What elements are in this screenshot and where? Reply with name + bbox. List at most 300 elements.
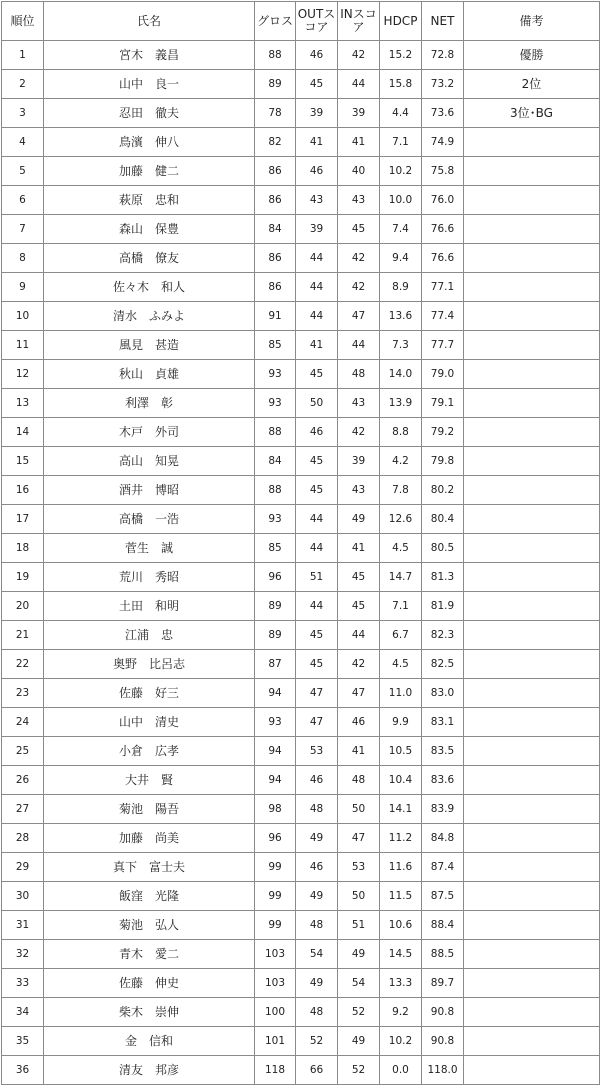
name-cell: 森山 保豊 xyxy=(44,215,255,244)
hdcp-cell: 10.2 xyxy=(380,1027,422,1056)
in-score-cell: 42 xyxy=(338,418,380,447)
name-cell: 飯窪 光隆 xyxy=(44,882,255,911)
in-score-cell: 45 xyxy=(338,215,380,244)
hdcp-cell: 13.9 xyxy=(380,389,422,418)
rank-cell: 6 xyxy=(2,186,44,215)
name-cell: 柴木 崇伸 xyxy=(44,998,255,1027)
out-score-cell: 41 xyxy=(296,331,338,360)
in-score-cell: 49 xyxy=(338,1027,380,1056)
out-score-cell: 46 xyxy=(296,41,338,70)
in-score-cell: 45 xyxy=(338,563,380,592)
header-notes: 備考 xyxy=(464,2,600,41)
gross-cell: 93 xyxy=(255,389,296,418)
net-cell: 77.4 xyxy=(422,302,464,331)
out-score-cell: 44 xyxy=(296,505,338,534)
hdcp-cell: 14.7 xyxy=(380,563,422,592)
rank-cell: 32 xyxy=(2,940,44,969)
notes-cell xyxy=(464,1027,600,1056)
table-row xyxy=(2,1056,600,1085)
hdcp-cell: 11.2 xyxy=(380,824,422,853)
table-row xyxy=(2,157,600,186)
table-row xyxy=(2,389,600,418)
gross-cell: 84 xyxy=(255,447,296,476)
in-score-cell: 48 xyxy=(338,360,380,389)
in-score-cell: 39 xyxy=(338,447,380,476)
notes-cell: 優勝 xyxy=(464,41,600,70)
rank-cell: 13 xyxy=(2,389,44,418)
table-row xyxy=(2,128,600,157)
gross-cell: 99 xyxy=(255,882,296,911)
rank-cell: 28 xyxy=(2,824,44,853)
table-row xyxy=(2,766,600,795)
notes-cell xyxy=(464,940,600,969)
hdcp-cell: 14.0 xyxy=(380,360,422,389)
notes-cell xyxy=(464,128,600,157)
table-row xyxy=(2,418,600,447)
notes-cell xyxy=(464,302,600,331)
rank-cell: 17 xyxy=(2,505,44,534)
name-cell: 萩原 忠和 xyxy=(44,186,255,215)
gross-cell: 103 xyxy=(255,969,296,998)
in-score-cell: 52 xyxy=(338,998,380,1027)
name-cell: 佐々木 和人 xyxy=(44,273,255,302)
rank-cell: 3 xyxy=(2,99,44,128)
table-body xyxy=(2,41,600,1085)
notes-cell xyxy=(464,853,600,882)
table-row xyxy=(2,273,600,302)
net-cell: 83.5 xyxy=(422,737,464,766)
name-cell: 高橋 一浩 xyxy=(44,505,255,534)
table-row xyxy=(2,911,600,940)
notes-cell xyxy=(464,650,600,679)
gross-cell: 93 xyxy=(255,708,296,737)
gross-cell: 94 xyxy=(255,766,296,795)
table-row xyxy=(2,447,600,476)
notes-cell: 3位･BG xyxy=(464,99,600,128)
net-cell: 83.0 xyxy=(422,679,464,708)
notes-cell xyxy=(464,186,600,215)
out-score-cell: 44 xyxy=(296,592,338,621)
in-score-cell: 39 xyxy=(338,99,380,128)
gross-cell: 99 xyxy=(255,911,296,940)
out-score-cell: 41 xyxy=(296,128,338,157)
gross-cell: 86 xyxy=(255,244,296,273)
name-cell: 秋山 貞雄 xyxy=(44,360,255,389)
table-row xyxy=(2,1027,600,1056)
net-cell: 74.9 xyxy=(422,128,464,157)
out-score-cell: 44 xyxy=(296,302,338,331)
hdcp-cell: 10.5 xyxy=(380,737,422,766)
table-row xyxy=(2,215,600,244)
notes-cell xyxy=(464,911,600,940)
gross-cell: 91 xyxy=(255,302,296,331)
out-score-cell: 39 xyxy=(296,99,338,128)
gross-cell: 103 xyxy=(255,940,296,969)
net-cell: 84.8 xyxy=(422,824,464,853)
out-score-cell: 49 xyxy=(296,969,338,998)
in-score-cell: 50 xyxy=(338,795,380,824)
table-row xyxy=(2,505,600,534)
rank-cell: 12 xyxy=(2,360,44,389)
notes-cell xyxy=(464,766,600,795)
out-score-cell: 43 xyxy=(296,186,338,215)
rank-cell: 11 xyxy=(2,331,44,360)
rank-cell: 10 xyxy=(2,302,44,331)
gross-cell: 100 xyxy=(255,998,296,1027)
net-cell: 90.8 xyxy=(422,1027,464,1056)
in-score-cell: 45 xyxy=(338,592,380,621)
out-score-cell: 45 xyxy=(296,650,338,679)
in-score-cell: 53 xyxy=(338,853,380,882)
net-cell: 79.0 xyxy=(422,360,464,389)
name-cell: 菊池 陽吾 xyxy=(44,795,255,824)
hdcp-cell: 4.2 xyxy=(380,447,422,476)
hdcp-cell: 11.5 xyxy=(380,882,422,911)
in-score-cell: 42 xyxy=(338,244,380,273)
name-cell: 真下 富士夫 xyxy=(44,853,255,882)
in-score-cell: 42 xyxy=(338,41,380,70)
gross-cell: 93 xyxy=(255,505,296,534)
rank-cell: 24 xyxy=(2,708,44,737)
table-row xyxy=(2,186,600,215)
hdcp-cell: 13.6 xyxy=(380,302,422,331)
gross-cell: 89 xyxy=(255,621,296,650)
hdcp-cell: 8.8 xyxy=(380,418,422,447)
notes-cell xyxy=(464,708,600,737)
table-row xyxy=(2,476,600,505)
hdcp-cell: 8.9 xyxy=(380,273,422,302)
notes-cell xyxy=(464,592,600,621)
gross-cell: 98 xyxy=(255,795,296,824)
net-cell: 75.8 xyxy=(422,157,464,186)
out-score-cell: 45 xyxy=(296,360,338,389)
notes-cell xyxy=(464,621,600,650)
table-row xyxy=(2,563,600,592)
rank-cell: 21 xyxy=(2,621,44,650)
net-cell: 89.7 xyxy=(422,969,464,998)
name-cell: 利澤 彰 xyxy=(44,389,255,418)
notes-cell xyxy=(464,215,600,244)
in-score-cell: 42 xyxy=(338,650,380,679)
gross-cell: 87 xyxy=(255,650,296,679)
in-score-cell: 54 xyxy=(338,969,380,998)
out-score-cell: 45 xyxy=(296,621,338,650)
gross-cell: 118 xyxy=(255,1056,296,1085)
name-cell: 風見 甚造 xyxy=(44,331,255,360)
gross-cell: 99 xyxy=(255,853,296,882)
rank-cell: 31 xyxy=(2,911,44,940)
net-cell: 77.7 xyxy=(422,331,464,360)
in-score-cell: 43 xyxy=(338,476,380,505)
rank-cell: 7 xyxy=(2,215,44,244)
net-cell: 118.0 xyxy=(422,1056,464,1085)
hdcp-cell: 10.4 xyxy=(380,766,422,795)
name-cell: 菅生 誠 xyxy=(44,534,255,563)
table-row xyxy=(2,41,600,70)
net-cell: 76.0 xyxy=(422,186,464,215)
net-cell: 80.2 xyxy=(422,476,464,505)
hdcp-cell: 4.5 xyxy=(380,534,422,563)
hdcp-cell: 14.1 xyxy=(380,795,422,824)
hdcp-cell: 7.1 xyxy=(380,128,422,157)
table-row xyxy=(2,737,600,766)
out-score-cell: 53 xyxy=(296,737,338,766)
notes-cell xyxy=(464,1056,600,1085)
header-out-score: OUTスコア xyxy=(296,2,338,41)
name-cell: 江浦 忠 xyxy=(44,621,255,650)
table-row xyxy=(2,534,600,563)
table-row xyxy=(2,621,600,650)
gross-cell: 96 xyxy=(255,563,296,592)
in-score-cell: 43 xyxy=(338,389,380,418)
rank-cell: 23 xyxy=(2,679,44,708)
notes-cell xyxy=(464,331,600,360)
table-row xyxy=(2,70,600,99)
in-score-cell: 40 xyxy=(338,157,380,186)
name-cell: 菊池 弘人 xyxy=(44,911,255,940)
notes-cell xyxy=(464,389,600,418)
net-cell: 80.5 xyxy=(422,534,464,563)
net-cell: 87.4 xyxy=(422,853,464,882)
in-score-cell: 44 xyxy=(338,621,380,650)
notes-cell xyxy=(464,795,600,824)
hdcp-cell: 15.2 xyxy=(380,41,422,70)
in-score-cell: 47 xyxy=(338,824,380,853)
notes-cell xyxy=(464,998,600,1027)
out-score-cell: 49 xyxy=(296,824,338,853)
name-cell: 金 信和 xyxy=(44,1027,255,1056)
in-score-cell: 47 xyxy=(338,302,380,331)
out-score-cell: 45 xyxy=(296,70,338,99)
gross-cell: 89 xyxy=(255,70,296,99)
name-cell: 佐藤 伸史 xyxy=(44,969,255,998)
out-score-cell: 66 xyxy=(296,1056,338,1085)
in-score-cell: 41 xyxy=(338,128,380,157)
table-row xyxy=(2,998,600,1027)
rank-cell: 22 xyxy=(2,650,44,679)
hdcp-cell: 11.0 xyxy=(380,679,422,708)
gross-cell: 88 xyxy=(255,476,296,505)
gross-cell: 86 xyxy=(255,186,296,215)
rank-cell: 29 xyxy=(2,853,44,882)
hdcp-cell: 15.8 xyxy=(380,70,422,99)
net-cell: 90.8 xyxy=(422,998,464,1027)
notes-cell xyxy=(464,679,600,708)
net-cell: 73.6 xyxy=(422,99,464,128)
table-row xyxy=(2,244,600,273)
net-cell: 79.2 xyxy=(422,418,464,447)
rank-cell: 18 xyxy=(2,534,44,563)
notes-cell xyxy=(464,534,600,563)
table-row xyxy=(2,969,600,998)
out-score-cell: 47 xyxy=(296,679,338,708)
gross-cell: 85 xyxy=(255,534,296,563)
net-cell: 87.5 xyxy=(422,882,464,911)
hdcp-cell: 13.3 xyxy=(380,969,422,998)
name-cell: 山中 清史 xyxy=(44,708,255,737)
table-row xyxy=(2,824,600,853)
gross-cell: 86 xyxy=(255,273,296,302)
hdcp-cell: 7.4 xyxy=(380,215,422,244)
hdcp-cell: 4.5 xyxy=(380,650,422,679)
in-score-cell: 50 xyxy=(338,882,380,911)
hdcp-cell: 7.1 xyxy=(380,592,422,621)
hdcp-cell: 11.6 xyxy=(380,853,422,882)
hdcp-cell: 10.2 xyxy=(380,157,422,186)
hdcp-cell: 4.4 xyxy=(380,99,422,128)
header-hdcp: HDCP xyxy=(380,2,422,41)
table-row xyxy=(2,853,600,882)
table-row xyxy=(2,302,600,331)
rank-cell: 1 xyxy=(2,41,44,70)
name-cell: 木戸 外司 xyxy=(44,418,255,447)
out-score-cell: 46 xyxy=(296,157,338,186)
name-cell: 荒川 秀昭 xyxy=(44,563,255,592)
notes-cell xyxy=(464,563,600,592)
notes-cell xyxy=(464,447,600,476)
gross-cell: 78 xyxy=(255,99,296,128)
gross-cell: 88 xyxy=(255,418,296,447)
net-cell: 81.3 xyxy=(422,563,464,592)
net-cell: 79.1 xyxy=(422,389,464,418)
header-net: NET xyxy=(422,2,464,41)
in-score-cell: 44 xyxy=(338,70,380,99)
name-cell: 加藤 尚美 xyxy=(44,824,255,853)
gross-cell: 85 xyxy=(255,331,296,360)
table-row xyxy=(2,592,600,621)
net-cell: 79.8 xyxy=(422,447,464,476)
out-score-cell: 39 xyxy=(296,215,338,244)
net-cell: 80.4 xyxy=(422,505,464,534)
notes-cell xyxy=(464,476,600,505)
rank-cell: 14 xyxy=(2,418,44,447)
net-cell: 76.6 xyxy=(422,244,464,273)
out-score-cell: 48 xyxy=(296,795,338,824)
in-score-cell: 44 xyxy=(338,331,380,360)
notes-cell: 2位 xyxy=(464,70,600,99)
out-score-cell: 46 xyxy=(296,766,338,795)
name-cell: 清友 邦彦 xyxy=(44,1056,255,1085)
notes-cell xyxy=(464,360,600,389)
net-cell: 83.1 xyxy=(422,708,464,737)
rank-cell: 34 xyxy=(2,998,44,1027)
gross-cell: 88 xyxy=(255,41,296,70)
out-score-cell: 47 xyxy=(296,708,338,737)
rank-cell: 5 xyxy=(2,157,44,186)
header-name: 氏名 xyxy=(44,2,255,41)
in-score-cell: 49 xyxy=(338,505,380,534)
rank-cell: 30 xyxy=(2,882,44,911)
name-cell: 山中 良一 xyxy=(44,70,255,99)
hdcp-cell: 9.4 xyxy=(380,244,422,273)
gross-cell: 82 xyxy=(255,128,296,157)
table-row xyxy=(2,360,600,389)
rank-cell: 15 xyxy=(2,447,44,476)
net-cell: 73.2 xyxy=(422,70,464,99)
rank-cell: 26 xyxy=(2,766,44,795)
rank-cell: 25 xyxy=(2,737,44,766)
table-row xyxy=(2,679,600,708)
name-cell: 青木 愛二 xyxy=(44,940,255,969)
notes-cell xyxy=(464,273,600,302)
hdcp-cell: 0.0 xyxy=(380,1056,422,1085)
in-score-cell: 46 xyxy=(338,708,380,737)
in-score-cell: 41 xyxy=(338,534,380,563)
gross-cell: 94 xyxy=(255,737,296,766)
gross-cell: 101 xyxy=(255,1027,296,1056)
rank-cell: 8 xyxy=(2,244,44,273)
name-cell: 奥野 比呂志 xyxy=(44,650,255,679)
rank-cell: 16 xyxy=(2,476,44,505)
notes-cell xyxy=(464,157,600,186)
header-row xyxy=(2,2,600,41)
in-score-cell: 48 xyxy=(338,766,380,795)
table-row xyxy=(2,940,600,969)
in-score-cell: 47 xyxy=(338,679,380,708)
gross-cell: 94 xyxy=(255,679,296,708)
name-cell: 小倉 広孝 xyxy=(44,737,255,766)
out-score-cell: 45 xyxy=(296,476,338,505)
rank-cell: 33 xyxy=(2,969,44,998)
net-cell: 81.9 xyxy=(422,592,464,621)
table-row xyxy=(2,795,600,824)
in-score-cell: 42 xyxy=(338,273,380,302)
out-score-cell: 44 xyxy=(296,534,338,563)
name-cell: 大井 賢 xyxy=(44,766,255,795)
in-score-cell: 43 xyxy=(338,186,380,215)
name-cell: 鳥濱 伸八 xyxy=(44,128,255,157)
name-cell: 土田 和明 xyxy=(44,592,255,621)
hdcp-cell: 12.6 xyxy=(380,505,422,534)
out-score-cell: 54 xyxy=(296,940,338,969)
notes-cell xyxy=(464,737,600,766)
net-cell: 83.6 xyxy=(422,766,464,795)
name-cell: 忍田 徹夫 xyxy=(44,99,255,128)
notes-cell xyxy=(464,969,600,998)
table-row xyxy=(2,331,600,360)
rank-cell: 19 xyxy=(2,563,44,592)
notes-cell xyxy=(464,882,600,911)
notes-cell xyxy=(464,824,600,853)
header-in-score: INスコア xyxy=(338,2,380,41)
rank-cell: 9 xyxy=(2,273,44,302)
header-rank: 順位 xyxy=(2,2,44,41)
hdcp-cell: 6.7 xyxy=(380,621,422,650)
out-score-cell: 50 xyxy=(296,389,338,418)
out-score-cell: 46 xyxy=(296,853,338,882)
table-row xyxy=(2,882,600,911)
notes-cell xyxy=(464,244,600,273)
out-score-cell: 46 xyxy=(296,418,338,447)
rank-cell: 20 xyxy=(2,592,44,621)
in-score-cell: 49 xyxy=(338,940,380,969)
rank-cell: 2 xyxy=(2,70,44,99)
hdcp-cell: 7.3 xyxy=(380,331,422,360)
out-score-cell: 52 xyxy=(296,1027,338,1056)
name-cell: 高橋 僚友 xyxy=(44,244,255,273)
notes-cell xyxy=(464,418,600,447)
out-score-cell: 51 xyxy=(296,563,338,592)
table-row xyxy=(2,650,600,679)
in-score-cell: 51 xyxy=(338,911,380,940)
header-gross: グロス xyxy=(255,2,296,41)
net-cell: 76.6 xyxy=(422,215,464,244)
name-cell: 佐藤 好三 xyxy=(44,679,255,708)
gross-cell: 96 xyxy=(255,824,296,853)
notes-cell xyxy=(464,505,600,534)
net-cell: 82.3 xyxy=(422,621,464,650)
gross-cell: 89 xyxy=(255,592,296,621)
